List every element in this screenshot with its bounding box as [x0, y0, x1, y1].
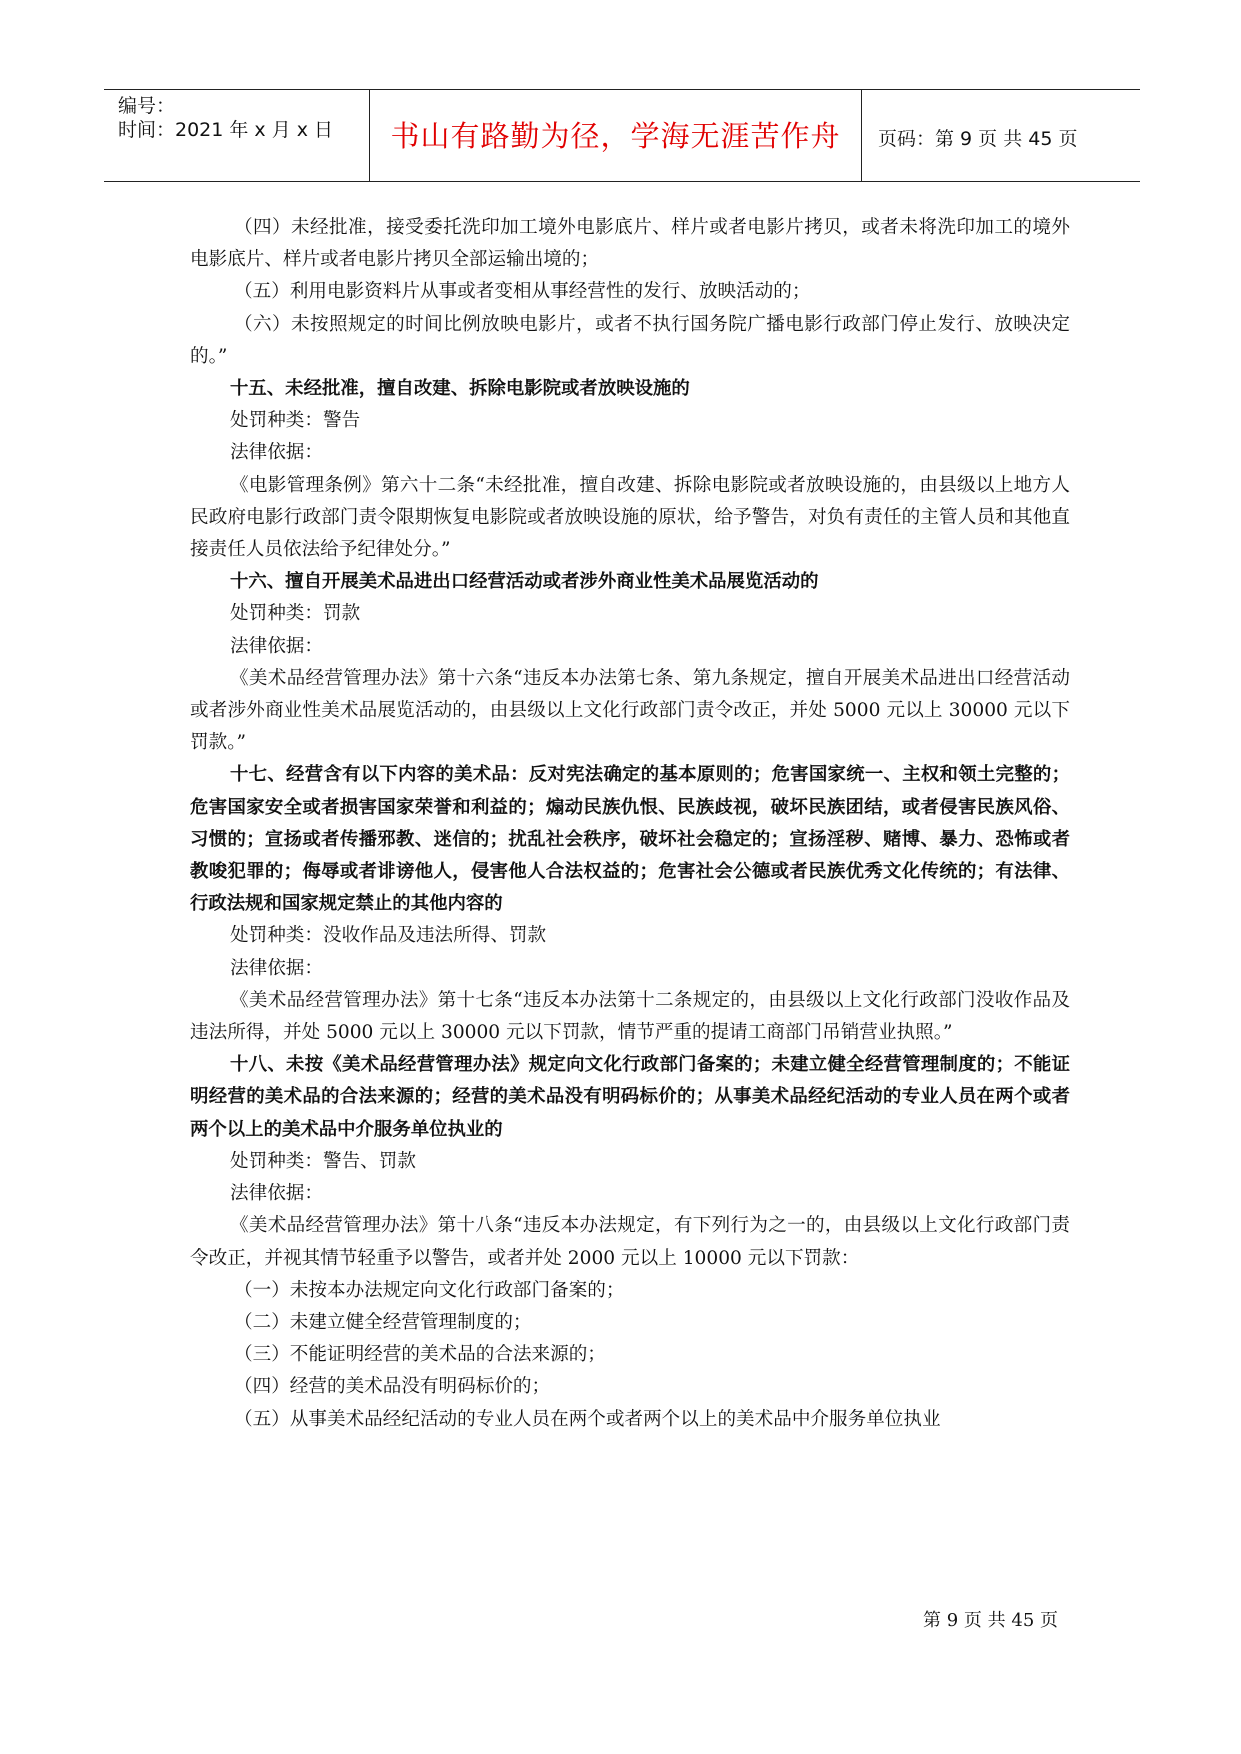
footer-page-number: 第 9 页 共 45 页: [923, 1610, 1058, 1631]
body-paragraph: 《美术品经营管理办法》第十六条“违反本办法第七条、第九条规定，擅自开展美术品进出口经营活动或者涉外商业性美术品展览活动的，由县级以上文化行政部门责令改正，并处 5000 元以上 30000 元以下罚款。”: [190, 667, 1070, 754]
body-paragraph: 法律依据：: [230, 1183, 323, 1205]
document-number-label: 编号：: [118, 95, 176, 117]
section-heading: 十五、未经批准，擅自改建、拆除电影院或者放映设施的: [230, 378, 690, 400]
document-body: [190, 212, 1070, 1436]
body-paragraph: 法律依据：: [230, 635, 323, 657]
header-meta-cell: [104, 90, 369, 181]
section-heading: 十八、未按《美术品经营管理办法》规定向文化行政部门备案的；未建立健全经营管理制度的；不能证明经营的美术品的合法来源的；经营的美术品没有明码标价的；从事美术品经纪活动的专业人员在两个或者两个以上的美术品中介服务单位执业的: [190, 1054, 1070, 1140]
header-motto-cell: [369, 90, 862, 181]
body-paragraph: （二）未建立健全经营管理制度的；: [234, 1311, 532, 1333]
body-paragraph: 《美术品经营管理办法》第十七条“违反本办法第十二条规定的，由县级以上文化行政部门没收作品及违法所得，并处 5000 元以上 30000 元以下罚款，情节严重的提请工商部门吊销营业执照。”: [190, 989, 1070, 1044]
body-paragraph: 处罚种类：警告: [230, 410, 361, 432]
body-paragraph: 处罚种类：罚款: [230, 603, 361, 625]
header-page-number: 页码：第 9 页 共 45 页: [878, 128, 1078, 150]
body-paragraph: （一）未按本办法规定向文化行政部门备案的；: [234, 1279, 625, 1301]
body-paragraph: （四）未经批准，接受委托洗印加工境外电影底片、样片或者电影片拷贝，或者未将洗印加工的境外电影底片、样片或者电影片拷贝全部运输出境的；: [190, 217, 1070, 271]
body-paragraph: （五）利用电影资料片从事或者变相从事经营性的发行、放映活动的；: [234, 281, 811, 303]
body-paragraph: （三）不能证明经营的美术品的合法来源的；: [234, 1344, 606, 1366]
document-time-label: 时间：2021 年 x 月 x 日: [118, 119, 334, 141]
body-paragraph: （六）未按照规定的时间比例放映电影片，或者不执行国务院广播电影行政部门停止发行、放映决定的。”: [190, 313, 1070, 367]
body-paragraph: 《美术品经营管理办法》第十八条“违反本办法规定，有下列行为之一的，由县级以上文化行政部门责令改正，并视其情节轻重予以警告，或者并处 2000 元以上 10000 元以下罚款：: [190, 1215, 1070, 1269]
body-paragraph: 处罚种类：没收作品及违法所得、罚款: [230, 925, 547, 947]
document-header: [104, 89, 1140, 182]
body-paragraph: 法律依据：: [230, 957, 323, 979]
body-paragraph: 处罚种类：警告、罚款: [230, 1150, 416, 1172]
header-page-cell: [862, 90, 1140, 181]
section-heading: 十六、擅自开展美术品进出口经营活动或者涉外商业性美术品展览活动的: [230, 571, 819, 593]
body-paragraph: 《电影管理条例》第六十二条“未经批准，擅自改建、拆除电影院或者放映设施的，由县级以上地方人民政府电影行政部门责令限期恢复电影院或者放映设施的原状，给予警告，对负有责任的主管人员和其他直接责任人员依法给予纪律处分。”: [190, 474, 1070, 561]
body-paragraph: （四）经营的美术品没有明码标价的；: [234, 1376, 551, 1398]
section-heading: 十七、经营含有以下内容的美术品：反对宪法确定的基本原则的；危害国家统一、主权和领土完整的；危害国家安全或者损害国家荣誉和利益的；煽动民族仇恨、民族歧视，破坏民族团结，或者侵害民族风俗、习惯的；宣扬或者传播邪教、迷信的；扰乱社会秩序，破坏社会稳定的；宣扬淫秽、赌博、暴力、恐怖或者教唆犯罪的；侮辱或者诽谤他人，侵害他人合法权益的；危害社会公德或者民族优秀文化传统的；有法律、行政法规和国家规定禁止的其他内容的: [190, 764, 1070, 915]
header-motto: 书山有路勤为径，学海无涯苦作舟: [390, 119, 841, 153]
body-paragraph: （五）从事美术品经纪活动的专业人员在两个或者两个以上的美术品中介服务单位执业: [234, 1408, 941, 1430]
body-paragraph: 法律依据：: [230, 442, 323, 464]
